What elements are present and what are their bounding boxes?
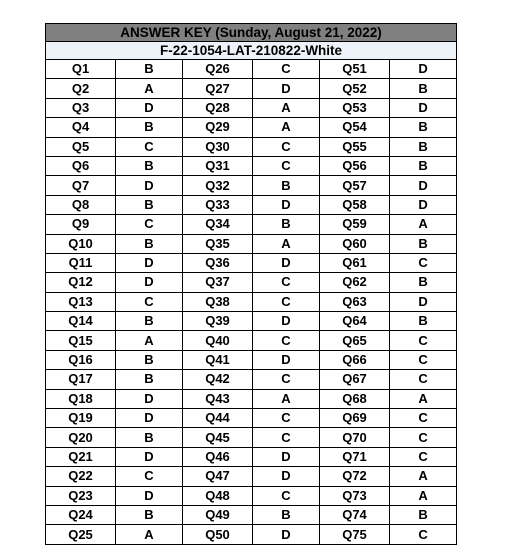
answer-letter: B [390,137,457,156]
answer-letter: C [253,428,320,447]
question-number: Q61 [320,253,390,272]
answer-letter: D [253,312,320,331]
question-number: Q45 [183,428,253,447]
answer-key-table [45,23,457,545]
question-number: Q11 [46,253,116,272]
answer-letter: A [116,79,183,98]
answer-letter: D [253,195,320,214]
answer-letter: C [116,292,183,311]
answer-letter: D [390,176,457,195]
answer-letter: D [390,292,457,311]
answer-letter: A [253,389,320,408]
table-row [46,253,457,272]
answer-letter: C [253,273,320,292]
answer-letter: D [253,467,320,486]
question-number: Q41 [183,350,253,369]
question-number: Q12 [46,273,116,292]
answer-letter: C [116,467,183,486]
question-number: Q23 [46,486,116,505]
question-number: Q4 [46,118,116,137]
table-row [46,273,457,292]
subtitle-row [46,42,457,60]
table-row [46,60,457,79]
question-number: Q63 [320,292,390,311]
answer-letter: D [116,409,183,428]
answer-letter: B [116,428,183,447]
answer-letter: A [253,234,320,253]
table-row [46,292,457,311]
answer-letter: D [116,176,183,195]
answer-letter: A [253,98,320,117]
answer-letter: A [390,215,457,234]
question-number: Q55 [320,137,390,156]
answer-letter: B [390,234,457,253]
question-number: Q32 [183,176,253,195]
question-number: Q59 [320,215,390,234]
question-number: Q51 [320,60,390,79]
answer-letter: B [253,215,320,234]
question-number: Q22 [46,467,116,486]
answer-letter: D [253,253,320,272]
title-row [46,24,457,42]
answer-letter: D [253,350,320,369]
question-number: Q52 [320,79,390,98]
table-row [46,389,457,408]
question-number: Q43 [183,389,253,408]
answer-letter: A [253,118,320,137]
question-number: Q30 [183,137,253,156]
table-row [46,350,457,369]
question-number: Q64 [320,312,390,331]
question-number: Q67 [320,370,390,389]
question-number: Q49 [183,505,253,524]
answer-letter: D [116,273,183,292]
answer-letter: B [390,312,457,331]
question-number: Q68 [320,389,390,408]
question-number: Q60 [320,234,390,253]
answer-letter: C [390,525,457,544]
question-number: Q54 [320,118,390,137]
answer-letter: C [253,331,320,350]
table-row [46,505,457,524]
answer-letter: B [390,79,457,98]
table-row [46,195,457,214]
table-row [46,312,457,331]
answer-letter: D [116,447,183,466]
table-row [46,98,457,117]
question-number: Q65 [320,331,390,350]
table-row [46,428,457,447]
question-number: Q71 [320,447,390,466]
answer-letter: B [390,156,457,175]
question-number: Q10 [46,234,116,253]
question-number: Q33 [183,195,253,214]
question-number: Q31 [183,156,253,175]
question-number: Q70 [320,428,390,447]
question-number: Q15 [46,331,116,350]
answer-letter: C [390,253,457,272]
question-number: Q36 [183,253,253,272]
question-number: Q48 [183,486,253,505]
answer-letter: C [390,331,457,350]
question-number: Q9 [46,215,116,234]
answer-letter: B [253,505,320,524]
answer-letter: C [253,292,320,311]
question-number: Q6 [46,156,116,175]
answer-letter: C [390,409,457,428]
question-number: Q25 [46,525,116,544]
question-number: Q62 [320,273,390,292]
table-row [46,370,457,389]
answer-letter: D [390,98,457,117]
answer-letter: B [116,118,183,137]
question-number: Q58 [320,195,390,214]
answer-letter: C [253,156,320,175]
question-number: Q56 [320,156,390,175]
question-number: Q29 [183,118,253,137]
table-row [46,118,457,137]
answer-letter: D [116,389,183,408]
question-number: Q16 [46,350,116,369]
answer-key-body [46,24,457,545]
answer-letter: C [390,350,457,369]
question-number: Q37 [183,273,253,292]
answer-letter: B [116,60,183,79]
question-number: Q35 [183,234,253,253]
question-number: Q46 [183,447,253,466]
question-number: Q7 [46,176,116,195]
table-row [46,156,457,175]
answer-letter: B [116,505,183,524]
answer-key-title: ANSWER KEY (Sunday, August 21, 2022) [46,24,457,42]
table-row [46,331,457,350]
answer-key-subtitle: F-22-1054-LAT-210822-White [46,42,457,60]
answer-letter: D [390,60,457,79]
answer-letter: B [390,273,457,292]
question-number: Q5 [46,137,116,156]
question-number: Q47 [183,467,253,486]
question-number: Q73 [320,486,390,505]
question-number: Q34 [183,215,253,234]
question-number: Q75 [320,525,390,544]
question-number: Q24 [46,505,116,524]
table-row [46,176,457,195]
question-number: Q69 [320,409,390,428]
question-number: Q40 [183,331,253,350]
answer-letter: D [390,195,457,214]
table-row [46,137,457,156]
question-number: Q1 [46,60,116,79]
answer-letter: D [116,486,183,505]
table-row [46,525,457,544]
question-number: Q20 [46,428,116,447]
table-row [46,79,457,98]
question-number: Q26 [183,60,253,79]
answer-letter: C [253,370,320,389]
question-number: Q18 [46,389,116,408]
question-number: Q74 [320,505,390,524]
answer-letter: B [116,312,183,331]
answer-letter: C [116,215,183,234]
question-number: Q14 [46,312,116,331]
question-number: Q53 [320,98,390,117]
question-number: Q38 [183,292,253,311]
answer-letter: B [116,234,183,253]
question-number: Q50 [183,525,253,544]
answer-letter: B [253,176,320,195]
answer-letter: C [116,137,183,156]
answer-letter: B [116,195,183,214]
answer-letter: B [116,350,183,369]
question-number: Q39 [183,312,253,331]
question-number: Q21 [46,447,116,466]
answer-letter: D [116,253,183,272]
table-row [46,215,457,234]
question-number: Q19 [46,409,116,428]
answer-letter: A [116,331,183,350]
question-number: Q28 [183,98,253,117]
question-number: Q27 [183,79,253,98]
answer-letter: D [116,98,183,117]
answer-letter: C [253,137,320,156]
answer-letter: B [116,156,183,175]
table-row [46,486,457,505]
answer-letter: D [253,447,320,466]
answer-letter: D [253,79,320,98]
answer-letter: A [390,486,457,505]
question-number: Q8 [46,195,116,214]
answer-letter: B [390,118,457,137]
question-number: Q42 [183,370,253,389]
answer-letter: B [116,370,183,389]
answer-letter: A [390,389,457,408]
answer-letter: C [253,60,320,79]
answer-letter: C [390,447,457,466]
table-row [46,409,457,428]
table-row [46,234,457,253]
answer-letter: C [390,428,457,447]
question-number: Q3 [46,98,116,117]
question-number: Q57 [320,176,390,195]
question-number: Q72 [320,467,390,486]
question-number: Q66 [320,350,390,369]
answer-letter: D [253,525,320,544]
table-row [46,447,457,466]
answer-letter: C [253,486,320,505]
answer-letter: A [116,525,183,544]
question-number: Q17 [46,370,116,389]
question-number: Q44 [183,409,253,428]
answer-letter: B [390,505,457,524]
answer-letter: C [253,409,320,428]
question-number: Q13 [46,292,116,311]
table-row [46,467,457,486]
answer-letter: C [390,370,457,389]
answer-letter: A [390,467,457,486]
question-number: Q2 [46,79,116,98]
